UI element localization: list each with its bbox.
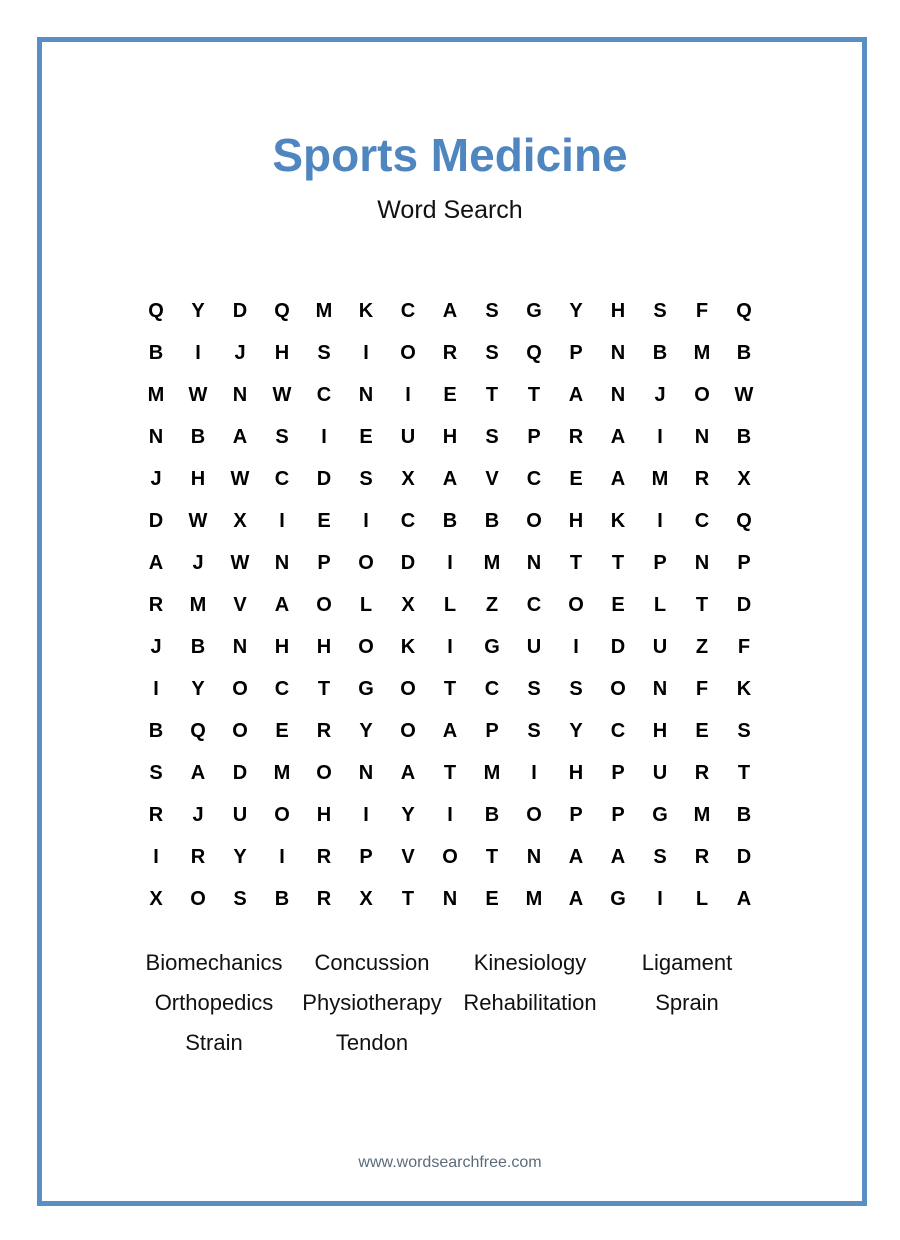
grid-cell: O bbox=[358, 635, 374, 658]
grid-cell: D bbox=[736, 593, 752, 616]
grid-cell: A bbox=[568, 887, 584, 910]
grid-cell: C bbox=[316, 383, 332, 406]
grid-cell: S bbox=[527, 719, 541, 742]
grid-cell: M bbox=[147, 383, 165, 406]
grid-cell: N bbox=[148, 425, 164, 448]
grid-cell: T bbox=[611, 551, 625, 574]
grid-cell: I bbox=[363, 803, 369, 826]
grid-cell: M bbox=[693, 803, 711, 826]
grid-cell: Q bbox=[148, 299, 164, 322]
grid-cell: S bbox=[359, 467, 373, 490]
grid-cell: V bbox=[401, 845, 415, 868]
grid-cell: L bbox=[359, 593, 373, 616]
grid-cell: A bbox=[190, 761, 206, 784]
grid-cell: R bbox=[316, 887, 332, 910]
grid-cell: L bbox=[695, 887, 709, 910]
grid-cell: Q bbox=[526, 341, 542, 364]
grid-cell: M bbox=[651, 467, 669, 490]
grid-cell: W bbox=[230, 467, 250, 490]
footer-url: www.wordsearchfree.com bbox=[358, 1154, 542, 1171]
word-list-item: Rehabilitation bbox=[463, 990, 597, 1015]
grid-cell: J bbox=[150, 635, 162, 658]
grid-cell: I bbox=[447, 635, 453, 658]
grid-cell: H bbox=[274, 341, 290, 364]
grid-cell: R bbox=[316, 845, 332, 868]
grid-cell: M bbox=[483, 761, 501, 784]
grid-cell: T bbox=[485, 383, 499, 406]
grid-cell: A bbox=[736, 887, 752, 910]
word-list-item: Tendon bbox=[335, 1030, 409, 1055]
grid-cell: J bbox=[192, 803, 204, 826]
grid-cell: I bbox=[279, 509, 285, 532]
grid-cell: N bbox=[610, 341, 626, 364]
grid-cell: S bbox=[527, 677, 541, 700]
grid-cell: M bbox=[525, 887, 543, 910]
grid-cell: G bbox=[652, 803, 668, 826]
grid-cell: Y bbox=[233, 845, 247, 868]
word-list-item: Concussion bbox=[314, 950, 430, 975]
grid-cell: H bbox=[190, 467, 206, 490]
grid-cell: I bbox=[363, 341, 369, 364]
grid-cell: W bbox=[272, 383, 292, 406]
grid-cell: E bbox=[695, 719, 709, 742]
grid-cell: R bbox=[568, 425, 584, 448]
letter-grid bbox=[135, 290, 765, 920]
grid-cell: W bbox=[188, 509, 208, 532]
grid-cell: P bbox=[737, 551, 751, 574]
grid-cell: S bbox=[653, 845, 667, 868]
grid-cell: B bbox=[190, 635, 206, 658]
grid-cell: Q bbox=[736, 299, 752, 322]
grid-cell: Y bbox=[569, 719, 583, 742]
grid-cell: A bbox=[400, 761, 416, 784]
grid-cell: A bbox=[442, 467, 458, 490]
grid-cell: Y bbox=[401, 803, 415, 826]
grid-cell: I bbox=[195, 341, 201, 364]
grid-cell: D bbox=[736, 845, 752, 868]
grid-cell: S bbox=[485, 299, 499, 322]
grid-cell: N bbox=[358, 761, 374, 784]
grid-cell: T bbox=[485, 845, 499, 868]
page-title: Sports Medicine bbox=[272, 129, 628, 181]
grid-cell: O bbox=[526, 509, 542, 532]
grid-cell: D bbox=[610, 635, 626, 658]
grid-cell: X bbox=[359, 887, 373, 910]
grid-cell: T bbox=[443, 677, 457, 700]
page-subtitle: Word Search bbox=[377, 196, 523, 224]
grid-cell: H bbox=[316, 635, 332, 658]
grid-cell: N bbox=[694, 425, 710, 448]
grid-cell: A bbox=[232, 425, 248, 448]
grid-cell: P bbox=[611, 803, 625, 826]
grid-cell: E bbox=[569, 467, 583, 490]
grid-cell: Q bbox=[274, 299, 290, 322]
grid-cell: V bbox=[485, 467, 499, 490]
grid-cell: G bbox=[358, 677, 374, 700]
grid-cell: P bbox=[653, 551, 667, 574]
grid-cell: O bbox=[400, 677, 416, 700]
grid-cell: X bbox=[233, 509, 247, 532]
grid-cell: I bbox=[363, 509, 369, 532]
grid-cell: C bbox=[694, 509, 710, 532]
grid-cell: I bbox=[531, 761, 537, 784]
grid-cell: M bbox=[315, 299, 333, 322]
grid-cell: H bbox=[316, 803, 332, 826]
grid-cell: F bbox=[695, 677, 709, 700]
grid-cell: I bbox=[405, 383, 411, 406]
grid-cell: B bbox=[652, 341, 668, 364]
grid-cell: V bbox=[233, 593, 247, 616]
grid-cell: C bbox=[274, 677, 290, 700]
grid-cell: E bbox=[275, 719, 289, 742]
grid-cell: B bbox=[736, 803, 752, 826]
grid-cell: H bbox=[568, 509, 584, 532]
grid-cell: L bbox=[443, 593, 457, 616]
grid-cell: O bbox=[526, 803, 542, 826]
grid-cell: B bbox=[148, 341, 164, 364]
grid-cell: X bbox=[149, 887, 163, 910]
grid-cell: K bbox=[400, 635, 416, 658]
grid-cell: C bbox=[274, 467, 290, 490]
grid-cell: A bbox=[442, 299, 458, 322]
word-list-item: Ligament bbox=[641, 950, 733, 975]
grid-cell: A bbox=[568, 845, 584, 868]
grid-cell: J bbox=[192, 551, 204, 574]
grid-cell: C bbox=[400, 299, 416, 322]
grid-cell: I bbox=[657, 425, 663, 448]
grid-cell: A bbox=[610, 425, 626, 448]
grid-cell: C bbox=[610, 719, 626, 742]
grid-cell: A bbox=[148, 551, 164, 574]
grid-cell: X bbox=[737, 467, 751, 490]
grid-cell: R bbox=[694, 761, 710, 784]
grid-cell: H bbox=[652, 719, 668, 742]
grid-cell: Y bbox=[569, 299, 583, 322]
grid-cell: K bbox=[358, 299, 374, 322]
grid-cell: P bbox=[485, 719, 499, 742]
grid-cell: N bbox=[526, 551, 542, 574]
grid-cell: O bbox=[316, 593, 332, 616]
grid-cell: I bbox=[153, 677, 159, 700]
grid-cell: Y bbox=[191, 299, 205, 322]
grid-cell: B bbox=[484, 509, 500, 532]
grid-cell: N bbox=[274, 551, 290, 574]
grid-cell: D bbox=[232, 761, 248, 784]
grid-cell: B bbox=[736, 341, 752, 364]
grid-cell: E bbox=[317, 509, 331, 532]
grid-cell: Y bbox=[359, 719, 373, 742]
grid-cell: T bbox=[569, 551, 583, 574]
grid-cell: M bbox=[693, 341, 711, 364]
grid-cell: B bbox=[484, 803, 500, 826]
grid-cell: B bbox=[442, 509, 458, 532]
grid-cell: I bbox=[447, 551, 453, 574]
grid-cell: O bbox=[568, 593, 584, 616]
grid-cell: G bbox=[526, 299, 542, 322]
grid-cell: D bbox=[400, 551, 416, 574]
grid-cell: S bbox=[485, 341, 499, 364]
grid-cell: D bbox=[148, 509, 164, 532]
grid-cell: A bbox=[610, 845, 626, 868]
grid-cell: O bbox=[232, 677, 248, 700]
word-list-item: Biomechanics bbox=[145, 950, 283, 975]
grid-cell: K bbox=[736, 677, 752, 700]
grid-cell: R bbox=[694, 845, 710, 868]
grid-cell: S bbox=[149, 761, 163, 784]
grid-cell: A bbox=[442, 719, 458, 742]
grid-cell: T bbox=[737, 761, 751, 784]
grid-cell: C bbox=[526, 593, 542, 616]
grid-cell: O bbox=[694, 383, 710, 406]
grid-cell: P bbox=[317, 551, 331, 574]
grid-cell: P bbox=[569, 341, 583, 364]
grid-cell: H bbox=[610, 299, 626, 322]
word-list-item: Physiotherapy bbox=[302, 990, 442, 1015]
word-list bbox=[135, 943, 765, 1063]
word-list-item: Orthopedics bbox=[154, 990, 274, 1015]
grid-cell: U bbox=[652, 635, 668, 658]
grid-cell: X bbox=[401, 467, 415, 490]
grid-cell: N bbox=[694, 551, 710, 574]
grid-cell: I bbox=[279, 845, 285, 868]
grid-cell: U bbox=[652, 761, 668, 784]
grid-cell: B bbox=[190, 425, 206, 448]
word-list-item: Sprain bbox=[655, 990, 719, 1015]
grid-cell: M bbox=[483, 551, 501, 574]
grid-cell: N bbox=[442, 887, 458, 910]
grid-cell: W bbox=[230, 551, 250, 574]
grid-cell: C bbox=[400, 509, 416, 532]
grid-cell: N bbox=[232, 635, 248, 658]
grid-cell: S bbox=[569, 677, 583, 700]
grid-cell: W bbox=[188, 383, 208, 406]
grid-cell: J bbox=[654, 383, 666, 406]
grid-cell: A bbox=[274, 593, 290, 616]
grid-cell: S bbox=[317, 341, 331, 364]
grid-cell: I bbox=[657, 887, 663, 910]
grid-cell: W bbox=[734, 383, 754, 406]
grid-cell: U bbox=[232, 803, 248, 826]
grid-cell: T bbox=[317, 677, 331, 700]
grid-cell: N bbox=[652, 677, 668, 700]
grid-cell: Z bbox=[695, 635, 709, 658]
grid-cell: T bbox=[695, 593, 709, 616]
grid-cell: I bbox=[321, 425, 327, 448]
grid-cell: T bbox=[443, 761, 457, 784]
grid-cell: A bbox=[610, 467, 626, 490]
grid-cell: J bbox=[150, 467, 162, 490]
grid-cell: L bbox=[653, 593, 667, 616]
grid-cell: I bbox=[573, 635, 579, 658]
grid-cell: M bbox=[189, 593, 207, 616]
grid-cell: D bbox=[316, 467, 332, 490]
grid-cell: G bbox=[484, 635, 500, 658]
grid-cell: R bbox=[316, 719, 332, 742]
grid-cell: U bbox=[526, 635, 542, 658]
grid-cell: T bbox=[527, 383, 541, 406]
grid-cell: O bbox=[400, 719, 416, 742]
grid-cell: M bbox=[273, 761, 291, 784]
grid-cell: C bbox=[526, 467, 542, 490]
grid-cell: R bbox=[442, 341, 458, 364]
grid-cell: O bbox=[358, 551, 374, 574]
grid-cell: O bbox=[232, 719, 248, 742]
grid-cell: P bbox=[527, 425, 541, 448]
grid-cell: O bbox=[274, 803, 290, 826]
grid-cell: R bbox=[190, 845, 206, 868]
word-list-item: Strain bbox=[185, 1030, 243, 1055]
grid-cell: J bbox=[234, 341, 246, 364]
grid-cell: B bbox=[274, 887, 290, 910]
grid-cell: S bbox=[485, 425, 499, 448]
grid-cell: T bbox=[401, 887, 415, 910]
grid-cell: K bbox=[610, 509, 626, 532]
grid-cell: Q bbox=[736, 509, 752, 532]
grid-cell: X bbox=[401, 593, 415, 616]
grid-cell: D bbox=[232, 299, 248, 322]
grid-cell: Y bbox=[191, 677, 205, 700]
grid-cell: O bbox=[442, 845, 458, 868]
grid-cell: N bbox=[610, 383, 626, 406]
grid-cell: E bbox=[611, 593, 625, 616]
grid-cell: E bbox=[443, 383, 457, 406]
grid-cell: B bbox=[736, 425, 752, 448]
grid-cell: R bbox=[148, 593, 164, 616]
grid-cell: Q bbox=[190, 719, 206, 742]
grid-cell: P bbox=[611, 761, 625, 784]
grid-cell: O bbox=[316, 761, 332, 784]
grid-cell: N bbox=[232, 383, 248, 406]
grid-cell: I bbox=[447, 803, 453, 826]
grid-cell: F bbox=[695, 299, 709, 322]
grid-cell: N bbox=[526, 845, 542, 868]
grid-cell: Z bbox=[485, 593, 499, 616]
grid-cell: U bbox=[400, 425, 416, 448]
grid-cell: G bbox=[610, 887, 626, 910]
grid-cell: C bbox=[484, 677, 500, 700]
word-list-item: Kinesiology bbox=[473, 950, 587, 975]
grid-cell: S bbox=[737, 719, 751, 742]
grid-cell: S bbox=[275, 425, 289, 448]
grid-cell: S bbox=[233, 887, 247, 910]
grid-cell: E bbox=[359, 425, 373, 448]
grid-cell: I bbox=[153, 845, 159, 868]
grid-cell: P bbox=[569, 803, 583, 826]
grid-cell: O bbox=[190, 887, 206, 910]
grid-cell: R bbox=[148, 803, 164, 826]
grid-cell: S bbox=[653, 299, 667, 322]
grid-cell: O bbox=[400, 341, 416, 364]
grid-cell: P bbox=[359, 845, 373, 868]
grid-cell: H bbox=[442, 425, 458, 448]
grid-cell: E bbox=[485, 887, 499, 910]
grid-cell: N bbox=[358, 383, 374, 406]
grid-cell: H bbox=[274, 635, 290, 658]
grid-cell: I bbox=[657, 509, 663, 532]
grid-cell: O bbox=[610, 677, 626, 700]
grid-cell: H bbox=[568, 761, 584, 784]
grid-cell: A bbox=[568, 383, 584, 406]
grid-cell: R bbox=[694, 467, 710, 490]
grid-cell: F bbox=[737, 635, 751, 658]
grid-cell: B bbox=[148, 719, 164, 742]
